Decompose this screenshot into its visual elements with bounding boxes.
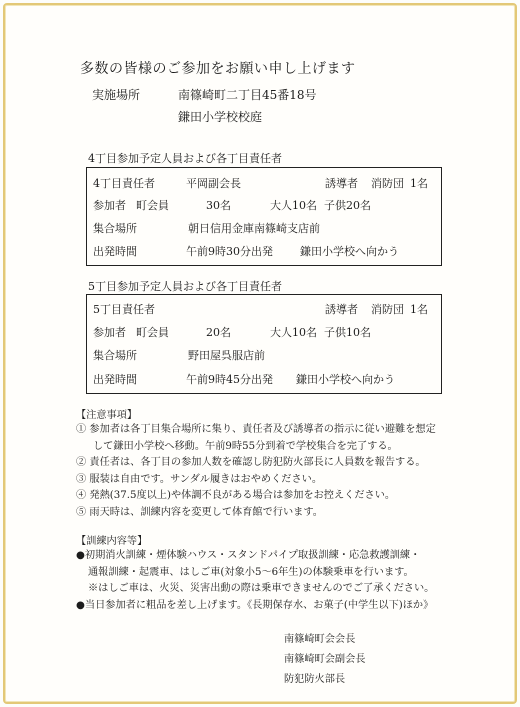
training-line: ※はしご車は、火災、災害出動の際は乗車できませんのでご了承ください。 <box>88 583 435 594</box>
note-line: ⑤ 雨天時は、訓練内容を変更して体育館で行います。 <box>76 506 323 518</box>
row-value: 野田屋呉服店前 <box>188 349 265 362</box>
row-value: 午前9時30分出発 <box>186 245 273 258</box>
note-line: ③ 服装は自由です。サンダル履きはおやめください。 <box>76 473 323 485</box>
row-label: 参加者 <box>93 199 126 212</box>
page-heading: 多数の皆様のご参加をお願い申し上げます <box>80 61 356 77</box>
row-label: 集合場所 <box>93 349 137 362</box>
guide-value: 消防団 <box>371 177 404 190</box>
row-value: 午前9時45分出発 <box>186 373 273 386</box>
row-sub: 町会員 <box>136 199 169 212</box>
row-value: 朝日信用金庫南篠崎支店前 <box>188 222 320 235</box>
section-5-title: 5丁目参加予定人員および各丁目責任者 <box>88 280 282 293</box>
row-label: 参加者 <box>93 326 126 339</box>
venue-address: 南篠崎町二丁目45番18号 <box>178 88 317 102</box>
row-label: 集合場所 <box>93 222 137 235</box>
row-dest: 鎌田小学校へ向かう <box>296 373 395 386</box>
training-line: ●初期消火訓練・煙体験ハウス・スタンドパイプ取扱訓練・応急救護訓練・ <box>76 550 421 561</box>
row-child: 子供20名 <box>324 199 371 212</box>
guide-label: 誘導者 <box>325 177 358 190</box>
row-child: 子供10名 <box>324 326 371 339</box>
guide-count: 1名 <box>410 177 428 190</box>
row-adult: 大人10名 <box>270 199 317 212</box>
note-line: ② 責任者は、各丁目の参加人数を確認し防犯防火部長に人員数を報告する。 <box>76 457 426 468</box>
guide-label: 誘導者 <box>325 303 358 316</box>
row-label: 出発時間 <box>93 373 137 386</box>
training-line: ●当日参加者に粗品を差し上げます。《長期保存水、お菓子(中学生以下)ほか》 <box>76 599 434 611</box>
guide-count: 1名 <box>410 303 428 316</box>
note-line: ④ 発熱(37.5度以上)や体調不良がある場合は参加をお控えください。 <box>76 490 396 501</box>
row-label: 出発時間 <box>93 245 137 258</box>
section-4-title: 4丁目参加予定人員および各丁目責任者 <box>88 152 282 165</box>
row-dest: 鎌田小学校へ向かう <box>300 245 399 258</box>
venue-place: 鎌田小学校校庭 <box>178 110 263 124</box>
row-value: 平岡副会長 <box>186 177 241 190</box>
row-adult: 大人10名 <box>270 326 317 339</box>
row-label: 5丁目責任者 <box>93 303 155 316</box>
training-title: 【訓練内容等】 <box>76 536 148 547</box>
signature-department-head: 防犯防火部長 <box>284 674 346 685</box>
notes-list <box>76 422 436 521</box>
notes-title: 【注意事項】 <box>76 410 138 421</box>
section-5-box <box>86 294 442 394</box>
guide-value: 消防団 <box>371 303 404 316</box>
row-label: 4丁目責任者 <box>93 177 155 190</box>
section-4-box <box>86 167 442 266</box>
signature-vice-chairman: 南篠崎町会副会長 <box>284 654 366 665</box>
venue-label: 実施場所 <box>92 88 141 102</box>
signature-chairman: 南篠崎町会会長 <box>284 634 356 645</box>
training-line: 通報訓練・起震車、はしご車(対象小5～6年生)の体験乗車を行います。 <box>88 566 414 578</box>
note-line: して鎌田小学校へ移動。午前9時55分到着で学校集合を完了する。 <box>93 440 398 452</box>
training-list <box>76 548 434 614</box>
row-sub: 町会員 <box>136 326 169 339</box>
row-count: 20名 <box>206 326 231 339</box>
note-line: ① 参加者は各丁目集合場所に集り、責任者及び誘導者の指示に従い避難を想定 <box>76 424 436 435</box>
row-count: 30名 <box>206 199 231 212</box>
